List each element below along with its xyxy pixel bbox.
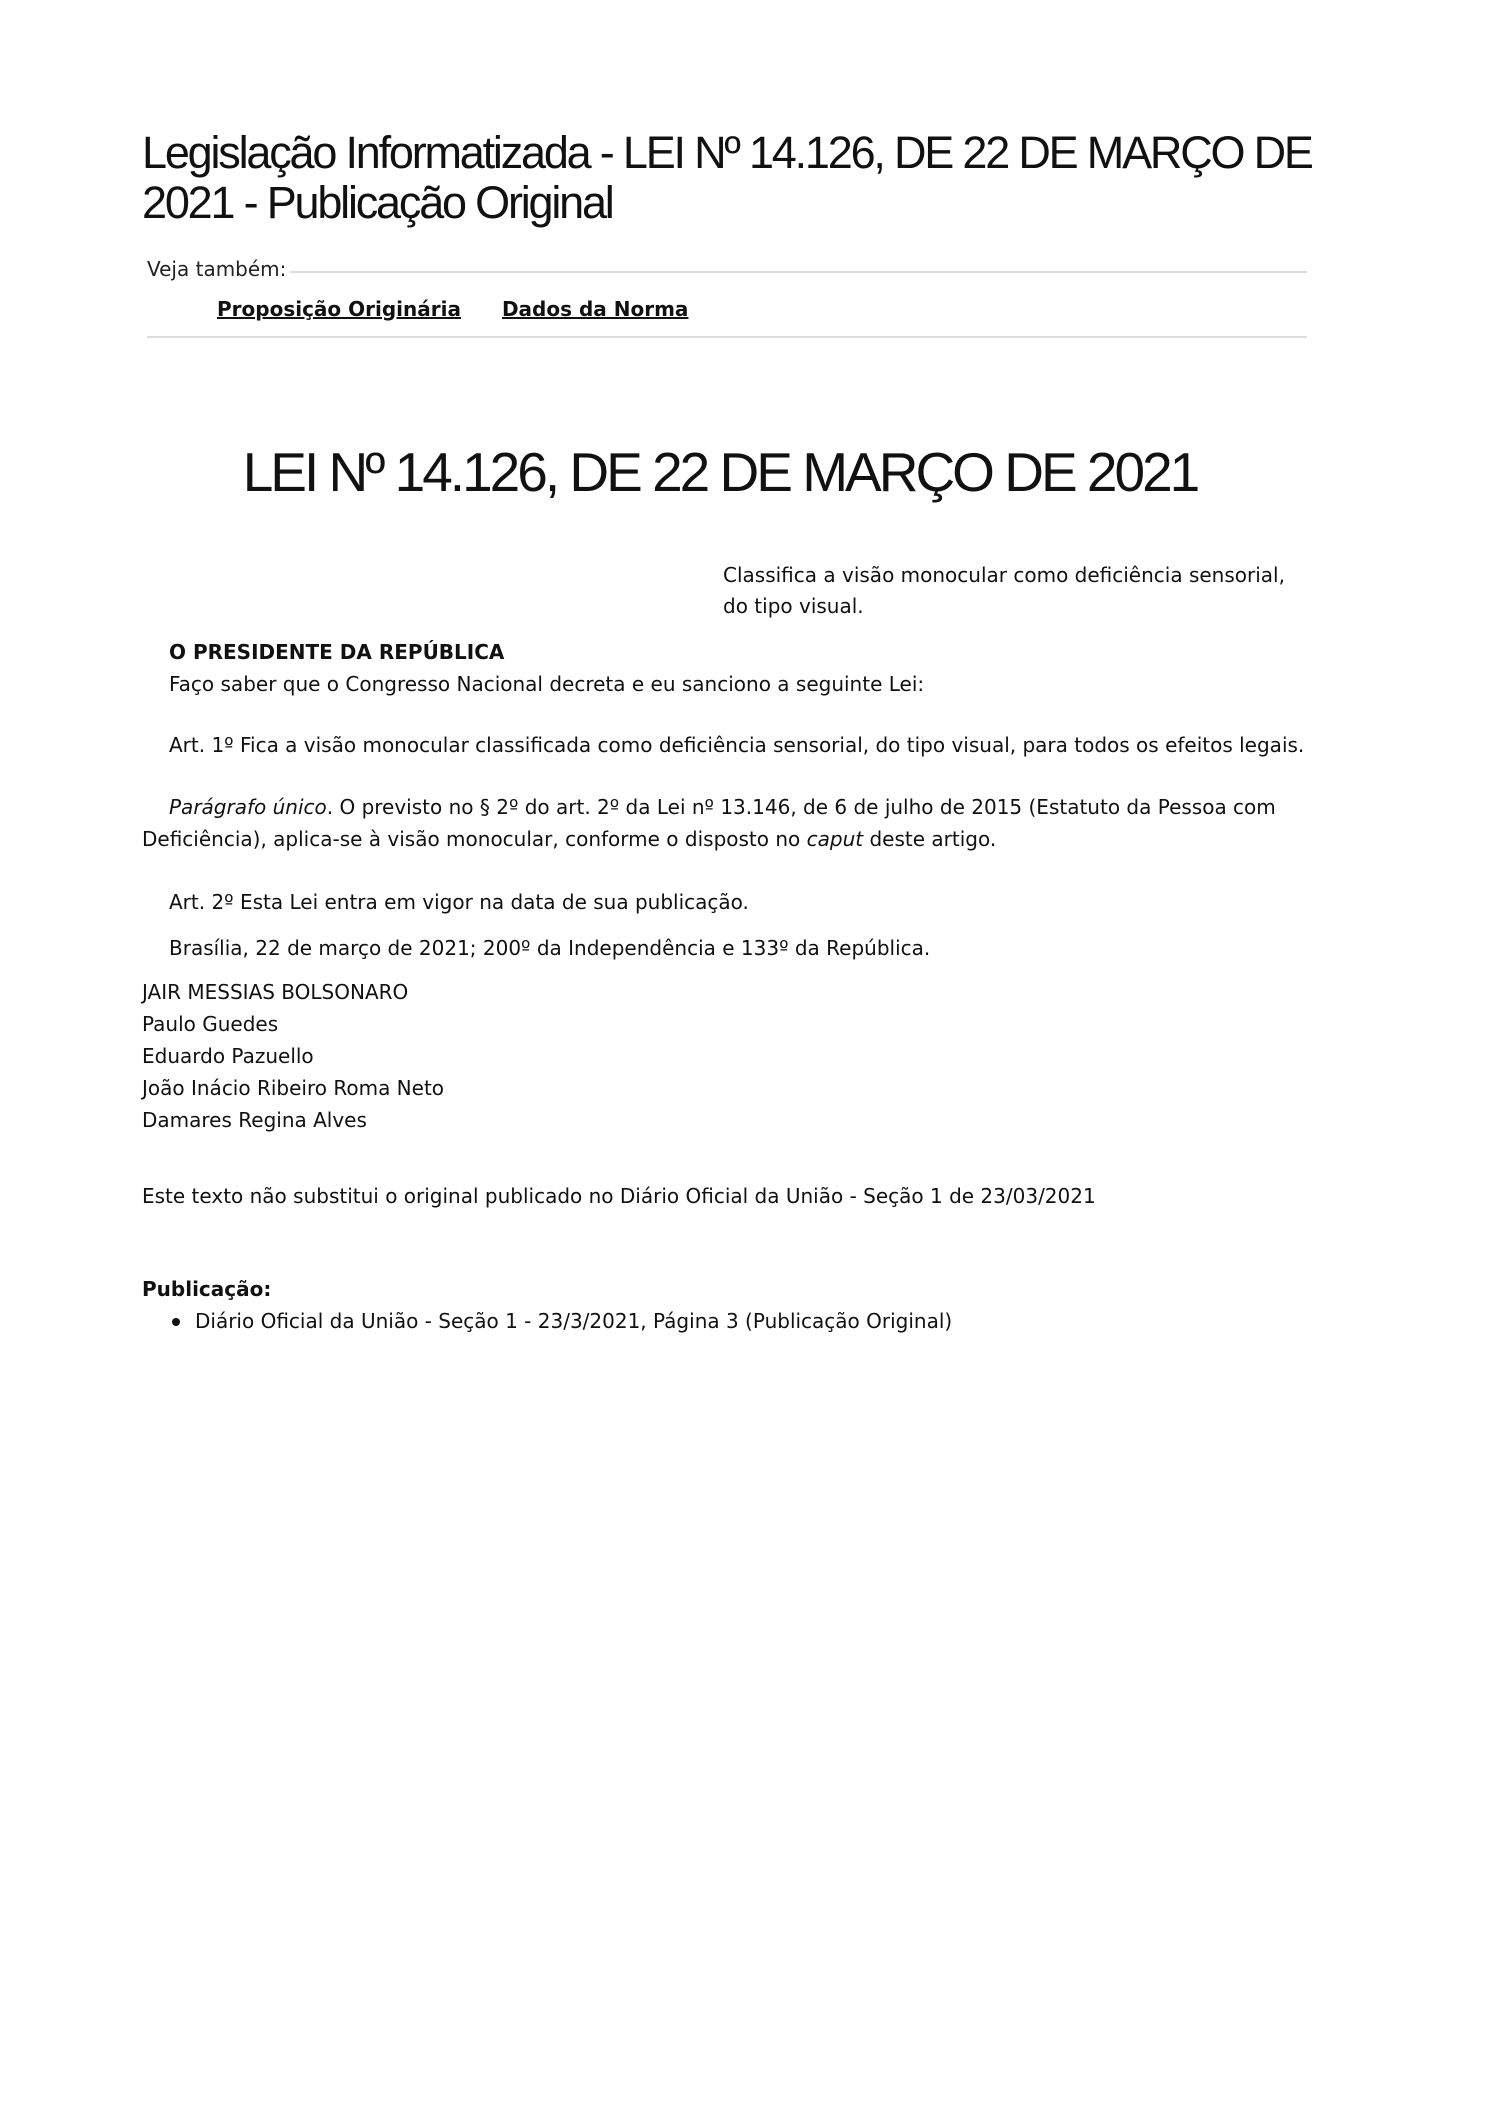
signatures-list [142,976,444,1136]
signature-name: Eduardo Pazuello [142,1044,314,1068]
see-also-box [147,255,1307,338]
enactment-clause: Faço saber que o Congresso Nacional decreta e eu sanciono a seguinte Lei: [169,672,925,696]
sole-paragraph-label: Parágrafo único [169,795,327,819]
page-title: Legislação Informatizada - LEI Nº 14.126, DE 22 DE MARÇO DE 2021 - Publicação Original [142,127,1312,228]
publication-list [142,1305,952,1337]
see-also-bottom-divider [147,336,1307,338]
signature-name: João Inácio Ribeiro Roma Neto [142,1076,445,1100]
publication-item-text: Diário Oficial da União - Seção 1 - 23/3/2021, Página 3 (Publicação Original) [195,1309,953,1333]
date-place-line: Brasília, 22 de março de 2021; 200º da Independência e 133º da República. [169,936,931,960]
dados-da-norma-link[interactable]: Dados da Norma [501,297,689,321]
signature-name: Paulo Guedes [142,1012,279,1036]
signature-name: JAIR MESSIAS BOLSONARO [142,980,409,1004]
see-also-label: Veja também: [147,255,290,283]
bullet-icon [172,1318,180,1326]
president-line: O PRESIDENTE DA REPÚBLICA [169,640,505,664]
see-also-links [217,295,722,323]
disclaimer-note: Este texto não substitui o original publicado no Diário Oficial da União - Seção 1 de 23/03/2021 [142,1184,1096,1208]
sole-paragraph-text-end: deste artigo. [863,827,997,851]
publication-item [142,1305,952,1337]
sole-paragraph-text: . O previsto no § 2º do art. 2º da Lei nº 13.146, de 6 de julho de 2015 (Estatuto da Pessoa com Deficiência), aplica-se à visão monocular, conforme o disposto no [142,795,1276,851]
see-also-top-divider [147,271,1307,273]
signature-name: Damares Regina Alves [142,1108,367,1132]
article-1: Art. 1º Fica a visão monocular classificada como deficiência sensorial, do tipo visual, para todos os efeitos legais. [169,733,1305,757]
publication-label: Publicação: [142,1277,272,1301]
article-2: Art. 2º Esta Lei entra em vigor na data de sua publicação. [169,890,749,914]
caput-term: caput [806,827,864,851]
proposicao-originaria-link[interactable]: Proposição Originária [217,297,461,321]
sole-paragraph [142,791,1302,855]
law-ementa: Classifica a visão monocular como deficiência sensorial, do tipo visual. [723,563,1285,618]
law-heading: LEI Nº 14.126, DE 22 DE MARÇO DE 2021 [242,441,1198,503]
